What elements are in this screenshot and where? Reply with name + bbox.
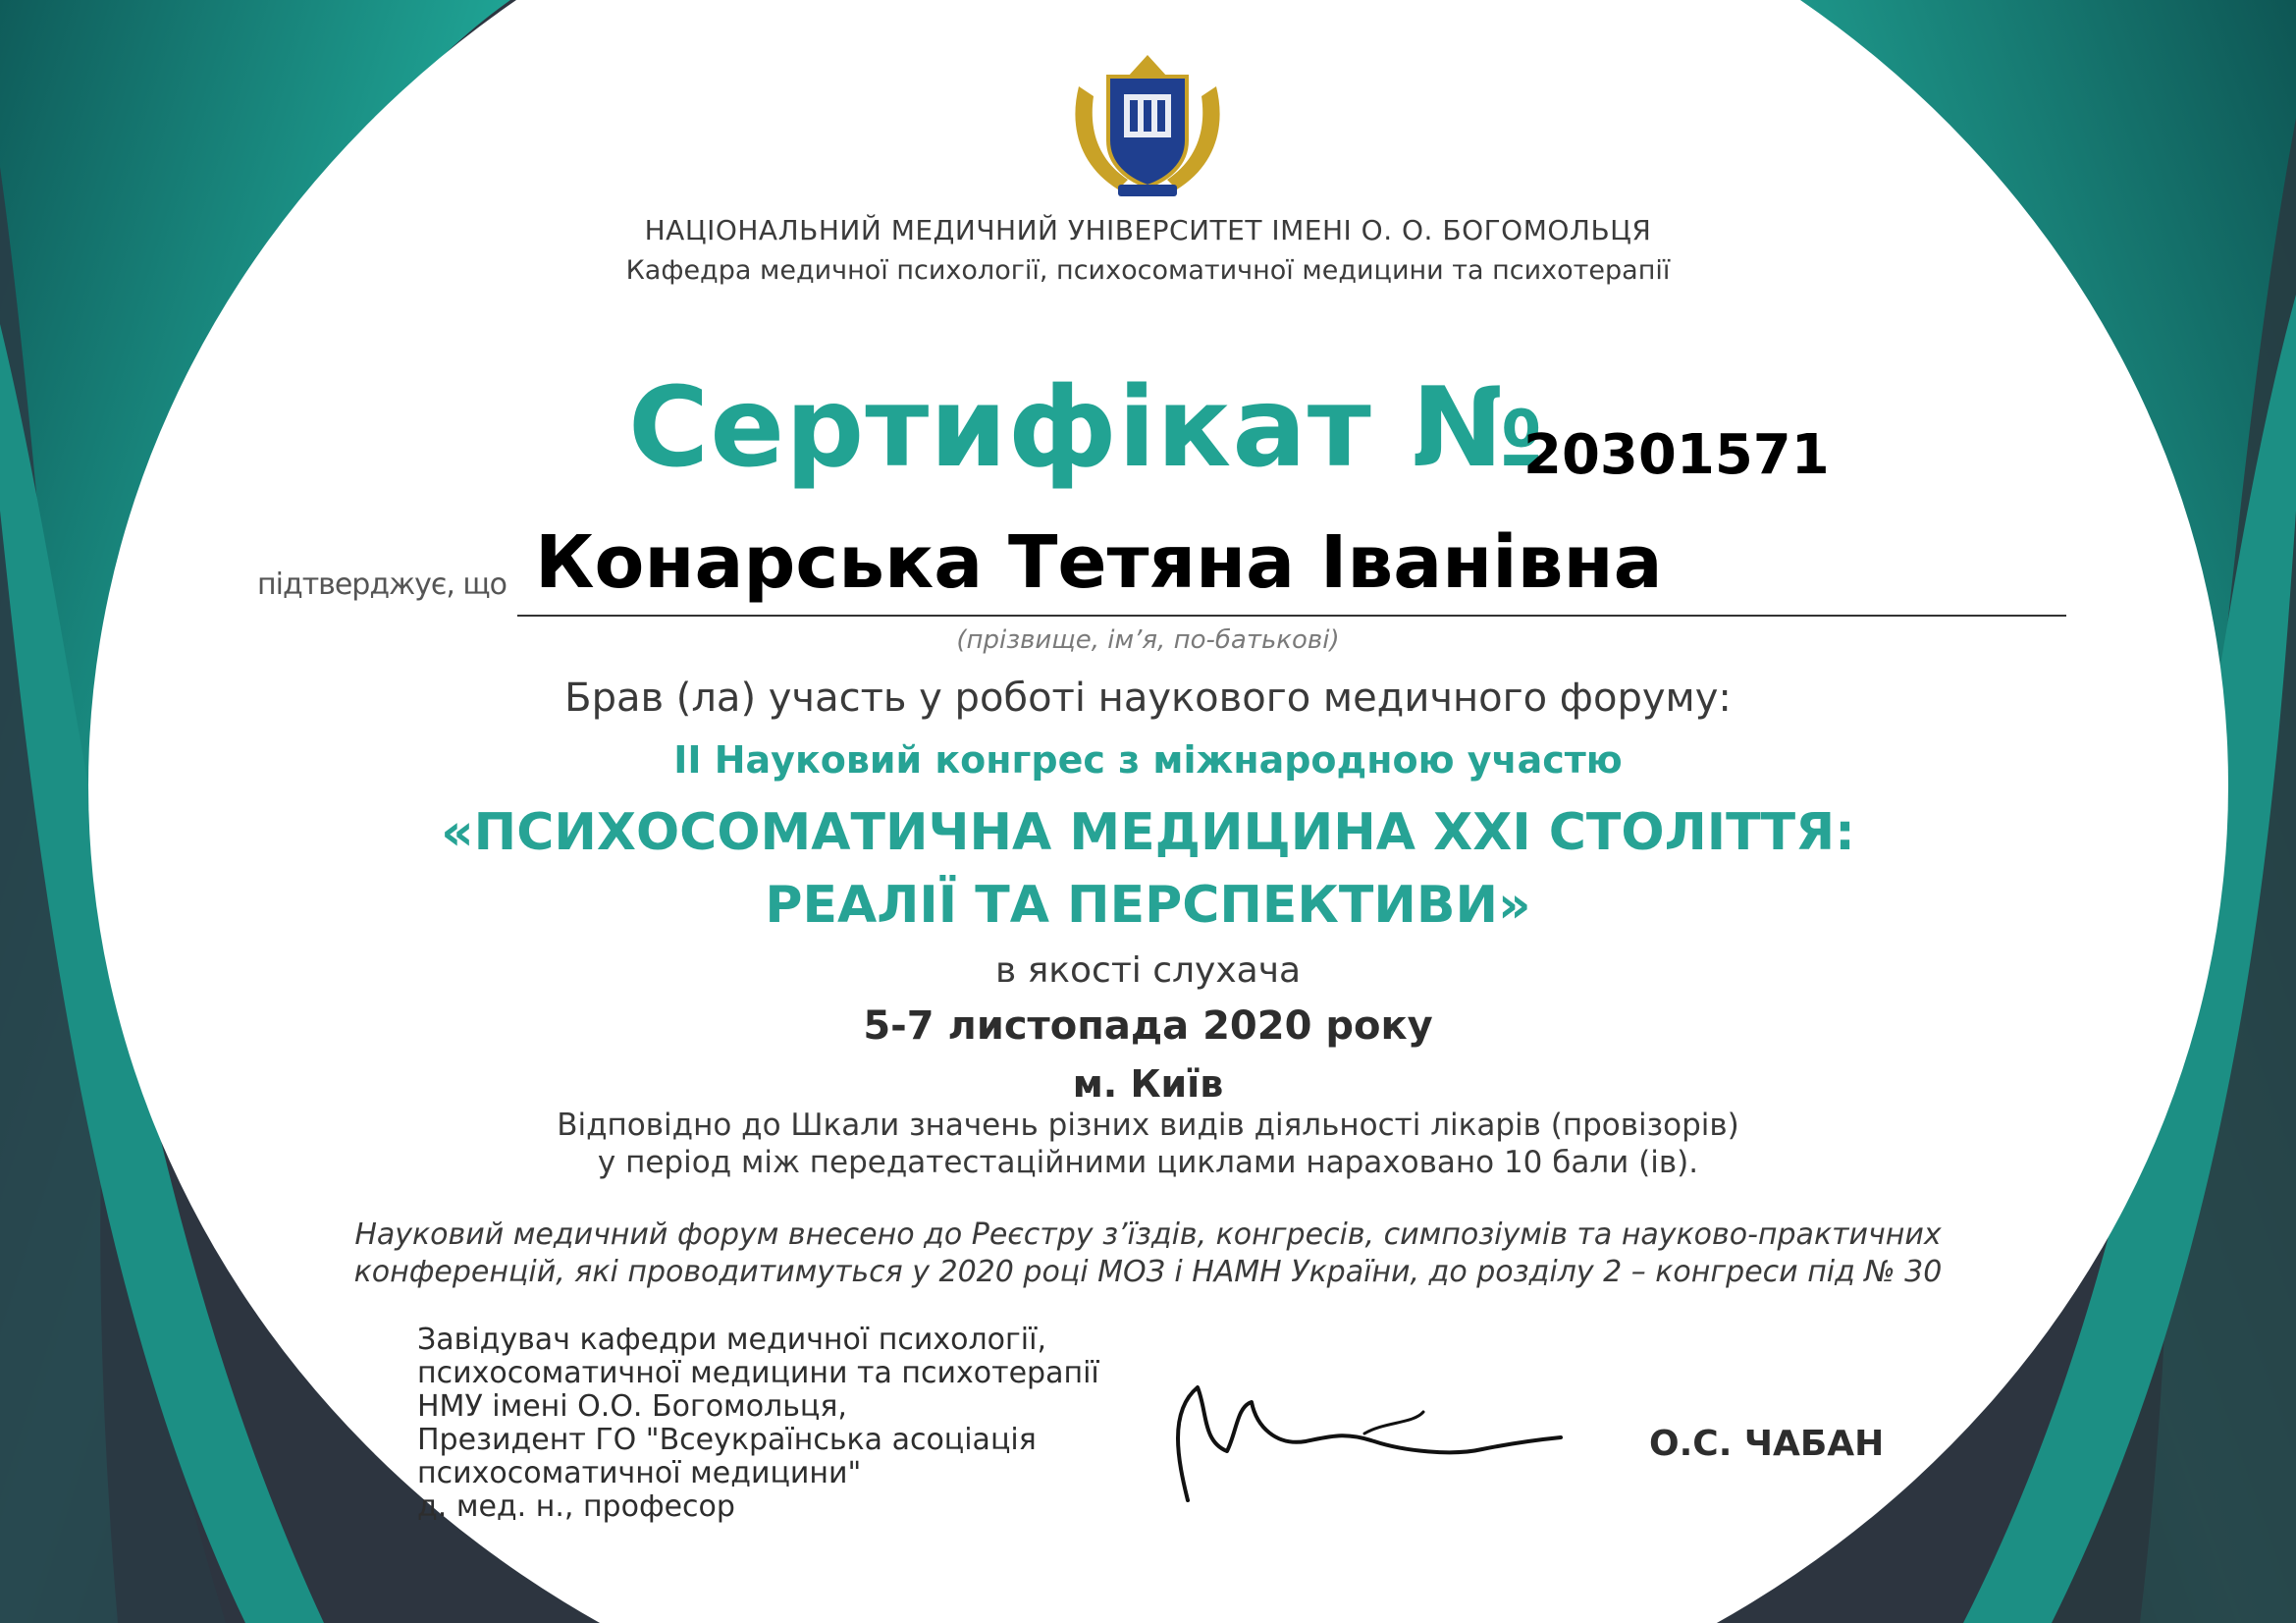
signatory-line: психосоматичної медицини та психотерапії xyxy=(417,1356,1099,1390)
registry-text-line2: конференцій, які проводитимуться у 2020 році МОЗ і НАМН України, до розділу 2 – конгреси під № 30 xyxy=(353,1255,1943,1289)
registry-text-line1: Науковий медичний форум внесено до Реєстру з’їздів, конгресів, симпозіумів та науково-практичних xyxy=(354,1217,1942,1252)
participation-text: Брав (ла) участь у роботі наукового медичного форуму: xyxy=(564,676,1732,721)
congress-subtitle: II Науковий конгрес з міжнародною участю xyxy=(673,738,1623,782)
handwritten-signature xyxy=(1158,1373,1580,1520)
signatory-position xyxy=(417,1324,1099,1524)
confirms-label: підтверджує, що xyxy=(257,568,507,602)
signatory-line: д. мед. н., професор xyxy=(417,1489,735,1524)
department-name: Кафедра медичної психології, психосоматичної медицини та психотерапії xyxy=(625,255,1671,286)
signatory-line: психосоматичної медицини" xyxy=(417,1456,862,1490)
signatory-line: Президент ГО "Всеукраїнська асоціація xyxy=(417,1423,1037,1457)
certificate-number: 20301571 xyxy=(1523,423,1830,487)
signatory-line: Завідувач кафедри медичної психології, xyxy=(417,1323,1046,1357)
name-hint: (прізвище, ім’я, по-батькові) xyxy=(956,625,1340,655)
person-name: Конарська Тетяна Іванівна xyxy=(535,520,1663,605)
signatory-line: НМУ імені О.О. Богомольця, xyxy=(417,1389,847,1424)
certificate-title: Сертифікат № xyxy=(628,364,1545,492)
participant-role: в якості слухача xyxy=(994,950,1302,991)
signer-name: О.С. ЧАБАН xyxy=(1649,1424,1885,1464)
university-name: НАЦІОНАЛЬНИЙ МЕДИЧНИЙ УНІВЕРСИТЕТ ІМЕНІ О. О. БОГОМОЛЬЦЯ xyxy=(644,214,1652,246)
credits-text-line2: у період між передатестаційними циклами нараховано 10 бали (ів). xyxy=(597,1145,1699,1180)
congress-title-line1: «ПСИХОСОМАТИЧНА МЕДИЦИНА XXI СТОЛІТТЯ: xyxy=(441,803,1855,862)
university-crest-icon xyxy=(1059,47,1236,204)
congress-title-line2: РЕАЛІЇ ТА ПЕРСПЕКТИВИ» xyxy=(765,876,1531,935)
credits-text-line1: Відповідно до Шкали значень різних видів діяльності лікарів (провізорів) xyxy=(557,1108,1739,1143)
name-underline xyxy=(517,615,2066,617)
event-dates: 5-7 листопада 2020 року xyxy=(863,1003,1433,1049)
event-city: м. Київ xyxy=(1072,1062,1224,1106)
